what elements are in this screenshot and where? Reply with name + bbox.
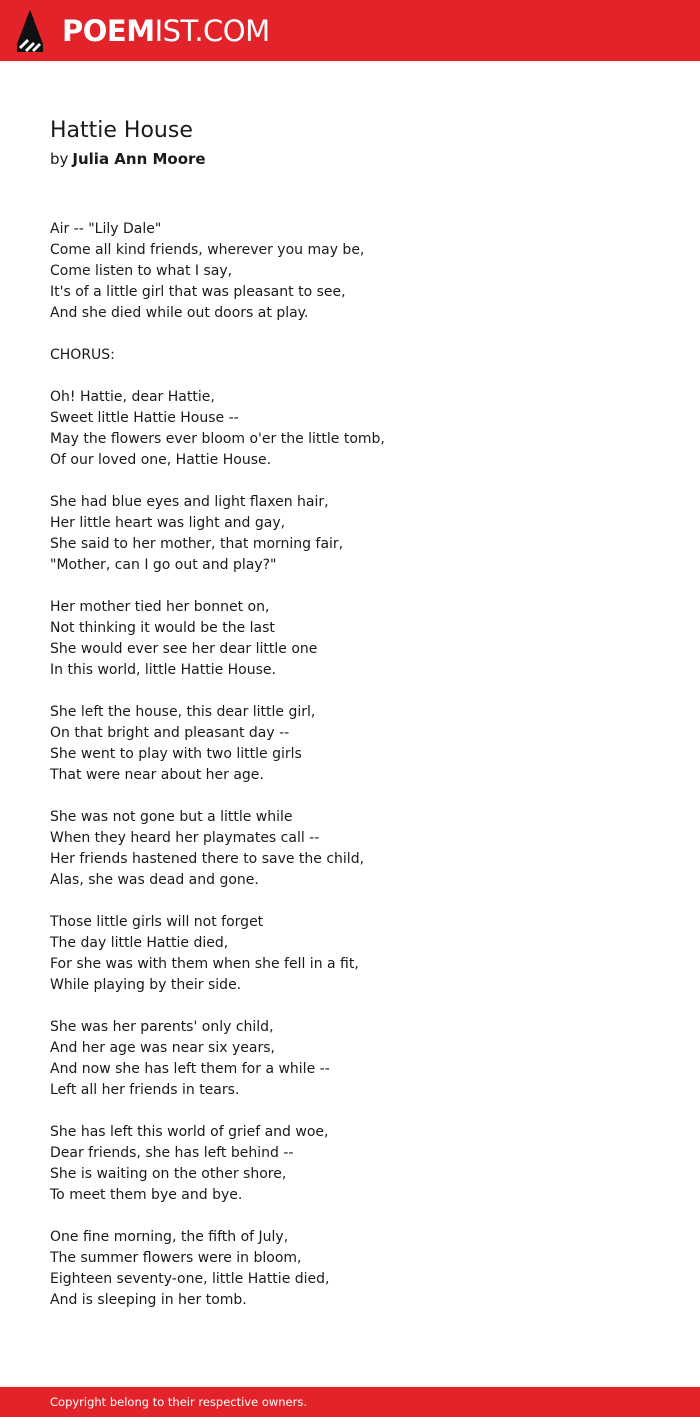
poem-line: Her little heart was light and gay, — [50, 515, 286, 531]
poem-stanza — [50, 912, 670, 996]
poem-line: In this world, little Hattie House. — [50, 662, 276, 678]
poem-line: Her mother tied her bonnet on, — [50, 599, 270, 615]
poem-line: Of our loved one, Hattie House. — [50, 452, 272, 468]
poem-line: For she was with them when she fell in a fit, — [50, 956, 359, 972]
poem-byline — [50, 148, 206, 170]
poem-stanza — [50, 345, 670, 366]
poem-stanza — [50, 219, 670, 324]
poem-stanza — [50, 387, 670, 471]
stanza-break — [50, 786, 670, 807]
poem-line: Come listen to what I say, — [50, 263, 233, 279]
site-footer — [0, 1387, 700, 1417]
poem-line: Come all kind friends, wherever you may be, — [50, 242, 365, 258]
poem-line: May the flowers ever bloom o'er the little tomb, — [50, 431, 385, 447]
poem-line: Eighteen seventy-one, little Hattie died, — [50, 1271, 330, 1287]
poem-line: And her age was near six years, — [50, 1040, 275, 1056]
poem-line: And she died while out doors at play. — [50, 305, 309, 321]
poem-line: She had blue eyes and light flaxen hair, — [50, 494, 329, 510]
poem-line: She went to play with two little girls — [50, 746, 302, 762]
stanza-break — [50, 366, 670, 387]
poem-line: That were near about her age. — [50, 767, 264, 783]
poem-line: She was not gone but a little while — [50, 809, 293, 825]
poem-line: To meet them bye and bye. — [50, 1187, 243, 1203]
poem-line: She would ever see her dear little one — [50, 641, 318, 657]
poem-line: The day little Hattie died, — [50, 935, 229, 951]
poem-line: On that bright and pleasant day -- — [50, 725, 290, 741]
poem-line: The summer flowers were in bloom, — [50, 1250, 302, 1266]
poem-line: She was her parents' only child, — [50, 1019, 274, 1035]
poem-line: When they heard her playmates call -- — [50, 830, 320, 846]
poem-stanza — [50, 492, 670, 576]
stanza-break — [50, 1206, 670, 1227]
poem-line: Oh! Hattie, dear Hattie, — [50, 389, 215, 405]
stanza-break — [50, 1101, 670, 1122]
poem-stanza — [50, 1017, 670, 1101]
poem-line: She is waiting on the other shore, — [50, 1166, 287, 1182]
site-header — [0, 0, 700, 61]
stanza-break — [50, 576, 670, 597]
poem-line: While playing by their side. — [50, 977, 242, 993]
site-logo[interactable] — [62, 11, 270, 51]
poem-line: "Mother, can I go out and play?" — [50, 557, 277, 573]
poem-line: It's of a little girl that was pleasant to see, — [50, 284, 346, 300]
stanza-break — [50, 891, 670, 912]
poem-body — [50, 219, 670, 1311]
poem-line: Sweet little Hattie House -- — [50, 410, 239, 426]
author-link[interactable]: Julia Ann Moore — [72, 150, 206, 168]
poem-line: Air -- "Lily Dale" — [50, 221, 162, 237]
poem-line: Dear friends, she has left behind -- — [50, 1145, 294, 1161]
stanza-break — [50, 471, 670, 492]
poem-line: And now she has left them for a while -- — [50, 1061, 330, 1077]
poem-line: She has left this world of grief and woe, — [50, 1124, 329, 1140]
poem-stanza — [50, 1227, 670, 1311]
poem-line: She said to her mother, that morning fair, — [50, 536, 344, 552]
stanza-break — [50, 681, 670, 702]
poem-title: Hattie House — [50, 118, 193, 143]
pencil-icon[interactable] — [16, 9, 44, 53]
poem-line: Those little girls will not forget — [50, 914, 264, 930]
stanza-break — [50, 324, 670, 345]
poem-line: She left the house, this dear little girl, — [50, 704, 316, 720]
poem-line: One fine morning, the fifth of July, — [50, 1229, 289, 1245]
logo-brand-light: IST.COM — [154, 14, 270, 48]
poem-line: CHORUS: — [50, 347, 115, 363]
logo-brand-bold: POEM — [62, 14, 155, 48]
stanza-break — [50, 996, 670, 1017]
poem-stanza — [50, 1122, 670, 1206]
copyright-text: Copyright belong to their respective owners. — [50, 1395, 308, 1409]
poem-line: Not thinking it would be the last — [50, 620, 275, 636]
by-label: by — [50, 150, 69, 168]
poem-stanza — [50, 807, 670, 891]
poem-line: And is sleeping in her tomb. — [50, 1292, 247, 1308]
poem-line: Her friends hastened there to save the child, — [50, 851, 365, 867]
poem-stanza — [50, 702, 670, 786]
poem-line: Left all her friends in tears. — [50, 1082, 240, 1098]
poem-line: Alas, she was dead and gone. — [50, 872, 259, 888]
poem-stanza — [50, 597, 670, 681]
